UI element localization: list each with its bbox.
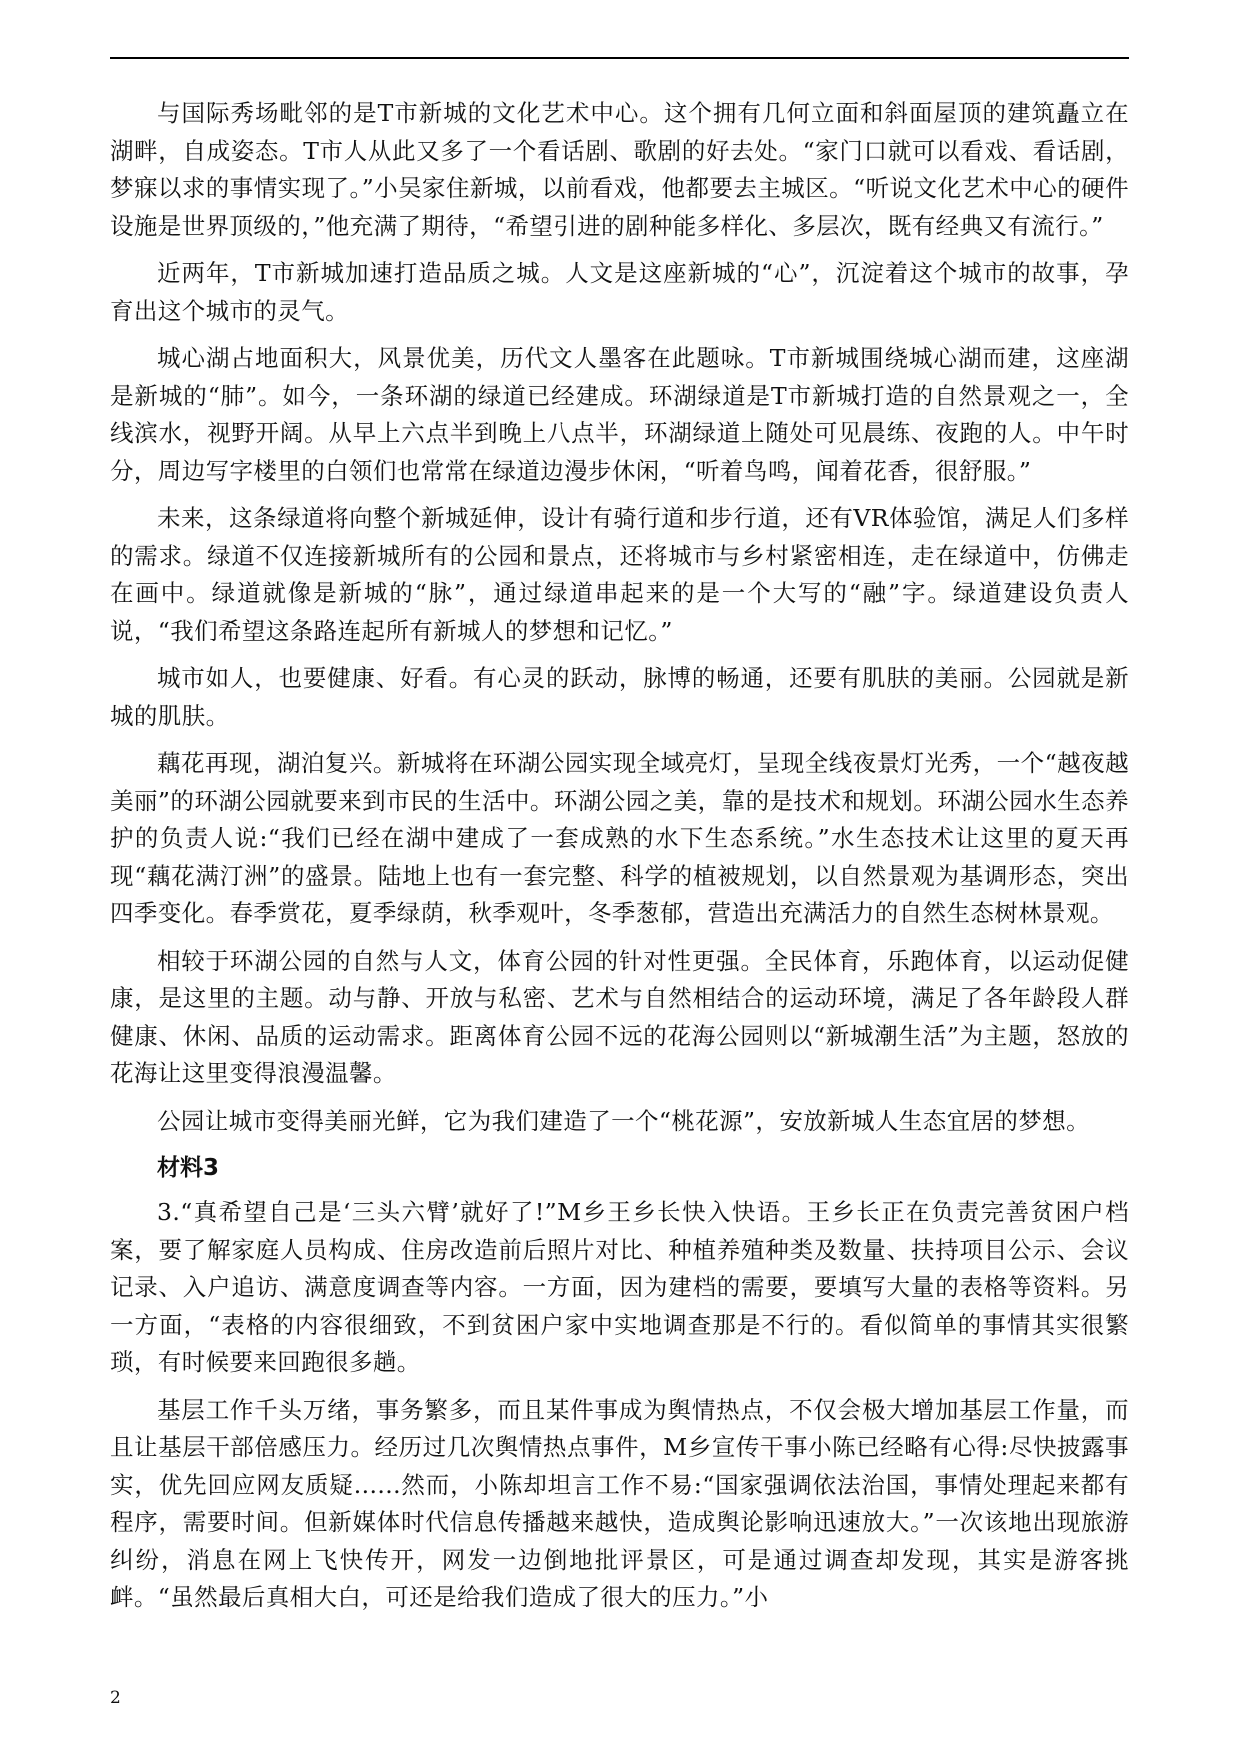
paragraph-culture-center: 与国际秀场毗邻的是T市新城的文化艺术中心。这个拥有几何立面和斜面屋顶的建筑矗立在湖畔，自成姿态。T市人从此又多了一个看话剧、歌剧的好去处。“家门口就可以看戏、看话剧，梦寐以求的事情实现了。”小吴家住新城，以前看戏，他都要去主城区。“听说文化艺术中心的硬件设施是世界顶级的，”他充满了期待，“希望引进的剧种能多样化、多层次，既有经典又有流行。” (110, 99, 1129, 240)
paragraph-lake-park: 藕花再现，湖泊复兴。新城将在环湖公园实现全域亮灯，呈现全线夜景灯光秀，一个“越夜越美丽”的环湖公园就要来到市民的生活中。环湖公园之美，靠的是技术和规划。环湖公园水生态养护的负责人说:“我们已经在湖中建成了一套成熟的水下生态系统。”水生态技术让这里的夏天再现“藕花满汀洲”的盛景。陆地上也有一套完整、科学的植被规划，以自然景观为基调形态，突出四季变化。春季赏花，夏季绿荫，秋季观叶，冬季葱郁，营造出充满活力的自然生态树林景观。 (110, 749, 1129, 927)
page-number: 2 (110, 1688, 121, 1708)
header-rule (110, 57, 1129, 59)
paragraph-sports-park: 相较于环湖公园的自然与人文，体育公园的针对性更强。全民体育，乐跑体育，以运动促健康，是这里的主题。动与静、开放与私密、艺术与自然相结合的运动环境，满足了各年龄段人群健康、休闲、品质的运动需求。距离体育公园不远的花海公园则以“新城潮生活”为主题，怒放的花海让这里变得浪漫温馨。 (110, 946, 1129, 1087)
paragraph-public-opinion: 基层工作千头万绪，事务繁多，而且某件事成为舆情热点，不仅会极大增加基层工作量，而且让基层干部倍感压力。经历过几次舆情热点事件，M乡宣传干事小陈已经略有心得:尽快披露事实，优先回应网友质疑......然而，小陈却坦言工作不易:“国家强调依法治国，事情处理起来都有程序，需要时间。但新媒体时代信息传播越来越快，造成舆论影响迅速放大。”一次该地出现旅游纠纷，消息在网上飞快传开，网发一边倒地批评景区，可是通过调查却发现，其实是游客挑衅。“虽然最后真相大白，可还是给我们造成了很大的压力。”小 (110, 1395, 1129, 1611)
document-body (110, 95, 1129, 1627)
section-heading-material-3: 材料3 (157, 1155, 220, 1181)
paragraph-greenway: 未来，这条绿道将向整个新城延伸，设计有骑行道和步行道，还有VR体验馆，满足人们多样的需求。绿道不仅连接新城所有的公园和景点，还将城市与乡村紧密相连，走在绿道中，仿佛走在画中。绿道就像是新城的“脉”，通过绿道串起来的是一个大写的“融”字。绿道建设负责人说，“我们希望这条路连起所有新城人的梦想和记忆。” (110, 504, 1129, 645)
paragraph-quality-city: 近两年，T市新城加速打造品质之城。人文是这座新城的“心”，沉淀着这个城市的故事，孕育出这个城市的灵气。 (110, 259, 1129, 325)
paragraph-township-archive: 3.“真希望自己是‘三头六臂’就好了!”M乡王乡长快入快语。王乡长正在负责完善贫困户档案，要了解家庭人员构成、住房改造前后照片对比、种植养殖种类及数量、扶持项目公示、会议记录、入户追访、满意度调查等内容。一方面，因为建档的需要，要填写大量的表格等资料。另一方面，“表格的内容很细致，不到贫困户家中实地调查那是不行的。看似简单的事情其实很繁琐，有时候要来回跑很多趟。 (110, 1198, 1129, 1376)
paragraph-city-lake: 城心湖占地面积大，风景优美，历代文人墨客在此题咏。T市新城围绕城心湖而建，这座湖是新城的“肺”。如今，一条环湖的绿道已经建成。环湖绿道是T市新城打造的自然景观之一，全线滨水，视野开阔。从早上六点半到晚上八点半，环湖绿道上随处可见晨练、夜跑的人。中午时分，周边写字楼里的白领们也常常在绿道边漫步休闲，“听着鸟鸣，闻着花香，很舒服。” (110, 344, 1129, 485)
paragraph-peach-garden: 公园让城市变得美丽光鲜，它为我们建造了一个“桃花源”，安放新城人生态宜居的梦想。 (157, 1106, 1091, 1135)
paragraph-city-skin: 城市如人，也要健康、好看。有心灵的跃动，脉博的畅通，还要有肌肤的美丽。公园就是新城的肌肤。 (110, 664, 1129, 730)
